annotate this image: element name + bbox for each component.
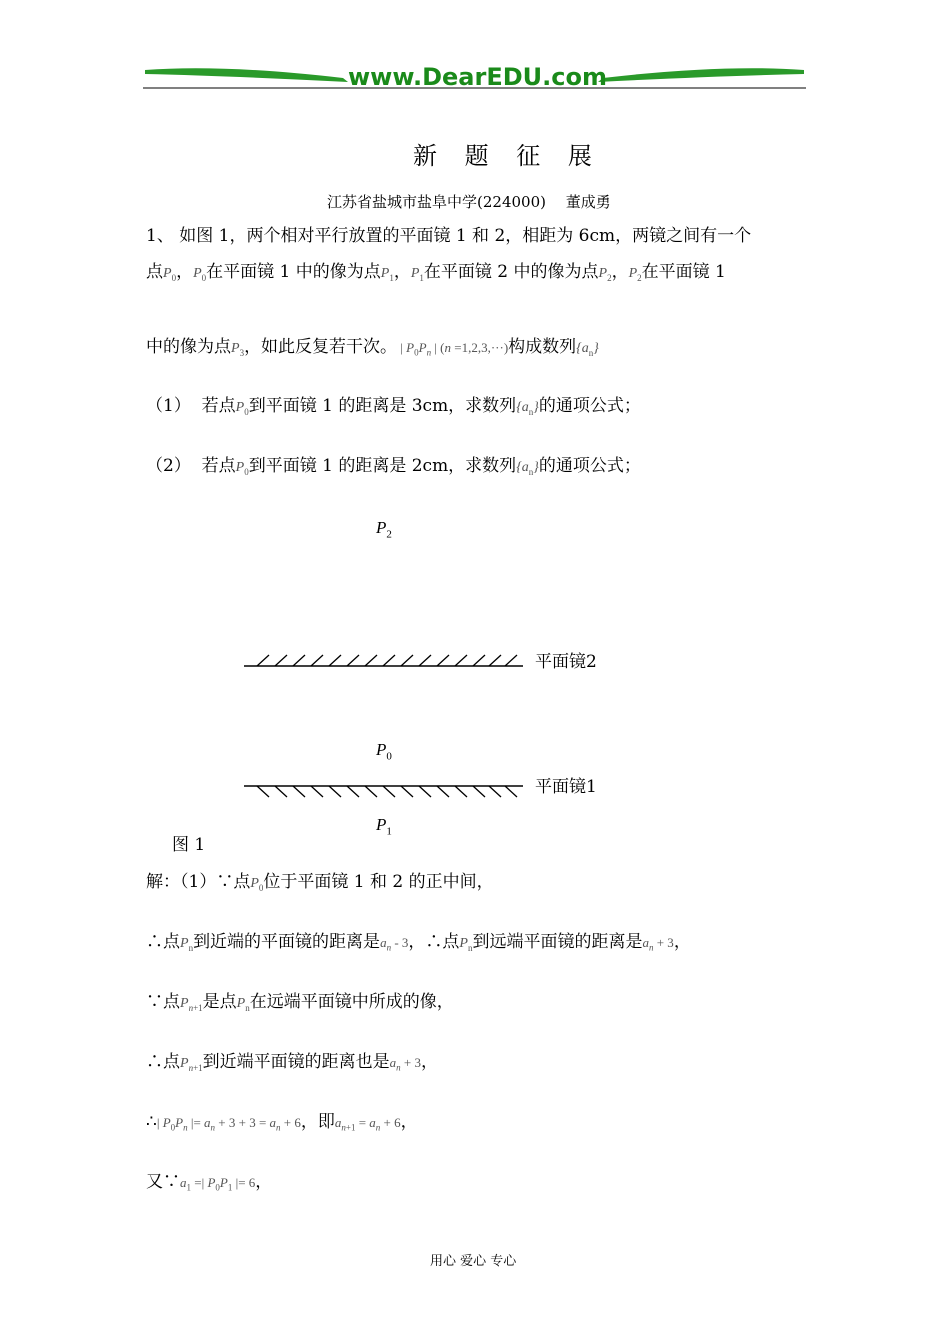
math-p2: $P_2$ xyxy=(598,266,612,283)
problem-line-1: 1、 如图 1，两个相对平行放置的平面镜 1 和 2，相距为 6cm，两镜之间有一个 xyxy=(146,226,752,246)
figure-point-p2: $P_2$ xyxy=(376,518,392,541)
math-pn: $P_n$ xyxy=(459,936,473,953)
figure-caption: 图 1 xyxy=(172,835,206,855)
math-pn: $P_n$ xyxy=(236,996,250,1013)
math-pn: $P_n$ xyxy=(180,936,194,953)
math-an-plus-3: $a_n + 3$ xyxy=(642,935,674,953)
math-seq-an: $\{a_n\}$ xyxy=(576,341,599,358)
math-p1: $P_1$ xyxy=(380,266,394,283)
math-p2: $P_2$ xyxy=(628,266,642,283)
mirror-2-graphic xyxy=(243,652,525,670)
mirror-1-label: 平面镜1 xyxy=(535,777,597,797)
math-p3: $P_3$ xyxy=(231,341,245,358)
subquestion-2: （2） 若点$P_0$到平面镜 1 的距离是 2cm，求数列$\{a_n\}$的通项公式； xyxy=(146,456,641,477)
math-p0: $P_0$ xyxy=(250,876,264,893)
solution-line-1: 解：（1）∵点$P_0$位于平面镜 1 和 2 的正中间， xyxy=(146,872,494,893)
math-p0: $P_0$ xyxy=(163,266,177,283)
solution-line-4: ∴点$P_{n+1}$到近端平面镜的距离也是$a_n + 3$， xyxy=(146,1052,438,1073)
solution-line-6: 又$\because a_1$ =| $P_0P_1$ |= 6， xyxy=(146,1172,273,1193)
math-p0: $P_0$ xyxy=(193,266,207,283)
figure-point-p0: $P_0$ xyxy=(376,740,392,763)
math-pn1: $P_{n+1}$ xyxy=(180,1056,203,1073)
math-seq-an: $\{a_n\}$ xyxy=(516,400,539,417)
math-p0: $P_0$ xyxy=(235,400,249,417)
page-title: 新 题 征 展 xyxy=(413,142,602,170)
figure-point-p1: $P_1$ xyxy=(376,815,392,838)
solution-line-5: ∴| $P_0P_n$ |= $a_n + 3 + 3 = a_n + 6$，即$a_{n+1} = a_n + 6$， xyxy=(146,1112,418,1133)
problem-line-2: 点$P_0$，$P_0$在平面镜 1 中的像为点$P_1$，$P_1$在平面镜 2 中的像为点$P_2$，$P_2$在平面镜 1 xyxy=(146,262,726,283)
math-p1: $P_1$ xyxy=(410,266,424,283)
problem-line-3: 中的像为点$P_3$，如此反复若干次。 | $P_0P_n$ | (n =1,2,3,···)构成数列$\{a_n\}$ xyxy=(146,337,599,358)
math-distance-expr: | $P_0P_n$ | (n =1,2,3,···) xyxy=(397,340,509,358)
subquestion-1: （1） 若点$P_0$到平面镜 1 的距离是 3cm，求数列$\{a_n\}$的通项公式； xyxy=(146,396,641,417)
math-an-plus-3: $a_n + 3$ xyxy=(389,1055,421,1073)
mirror-2-label: 平面镜2 xyxy=(535,652,597,672)
math-equation-1: | $P_0P_n$ |= $a_n + 3 + 3 = a_n + 6$ xyxy=(156,1115,301,1133)
page-footer: 用心 爱心 专心 xyxy=(430,1254,517,1269)
site-logo-text: www.DearEDU.com xyxy=(348,63,607,91)
math-recurrence: $a_{n+1} = a_n + 6$ xyxy=(334,1115,401,1133)
math-seq-an: $\{a_n\}$ xyxy=(516,460,539,477)
solution-line-2: ∴点$P_n$到近端的平面镜的距离是$a_n - 3$，∴点$P_n$到远端平面镜的距离是$a_n + 3$， xyxy=(146,932,691,953)
author-line: 江苏省盐城市盐阜中学(224000) 董成勇 xyxy=(327,193,611,211)
math-a1-value: $a_1$ =| $P_0P_1$ |= 6 xyxy=(180,1175,256,1193)
solution-line-3: ∵点$P_{n+1}$是点$P_n$在远端平面镜中所成的像， xyxy=(146,992,454,1013)
math-pn1: $P_{n+1}$ xyxy=(180,996,203,1013)
math-p0: $P_0$ xyxy=(235,460,249,477)
mirror-1-graphic xyxy=(243,782,525,800)
math-an-minus-3: $a_n - 3$ xyxy=(380,935,409,953)
